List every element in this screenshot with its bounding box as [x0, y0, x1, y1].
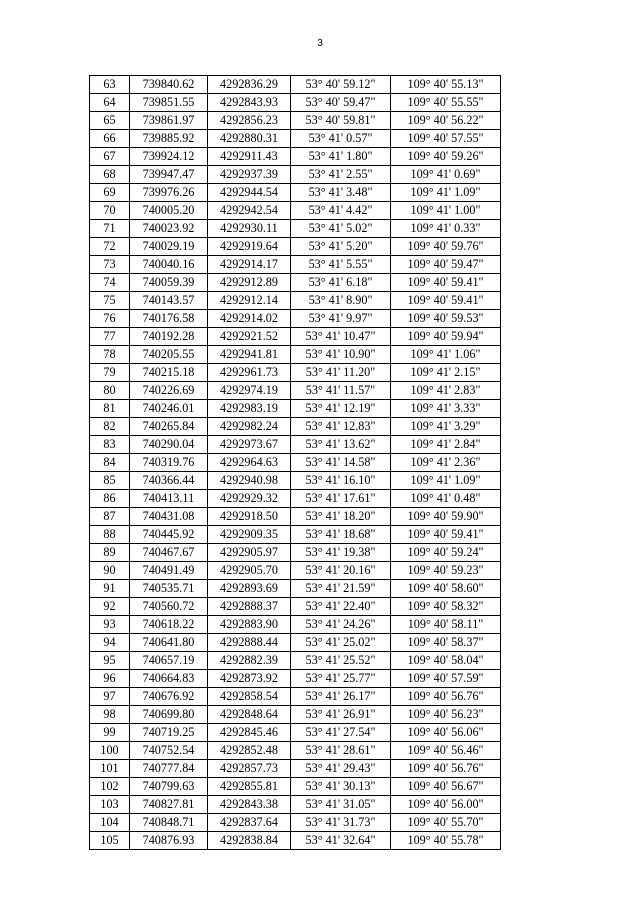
- point-number-cell: 65: [90, 112, 130, 130]
- table-row: [90, 310, 501, 328]
- point-number-cell: 63: [90, 76, 130, 94]
- longitude-cell: 109° 40' 59.41": [391, 292, 501, 310]
- northing-cell: 4292888.37: [208, 598, 291, 616]
- table-row: [90, 508, 501, 526]
- northing-cell: 4292974.19: [208, 382, 291, 400]
- table-row: [90, 346, 501, 364]
- table-row: [90, 274, 501, 292]
- point-number-cell: 87: [90, 508, 130, 526]
- longitude-cell: 109° 41' 0.69": [391, 166, 501, 184]
- latitude-cell: 53° 41' 18.20": [291, 508, 391, 526]
- longitude-cell: 109° 40' 56.23": [391, 706, 501, 724]
- table-row: [90, 598, 501, 616]
- point-number-cell: 98: [90, 706, 130, 724]
- latitude-cell: 53° 41' 12.83": [291, 418, 391, 436]
- table-row: [90, 382, 501, 400]
- northing-cell: 4292983.19: [208, 400, 291, 418]
- point-number-cell: 94: [90, 634, 130, 652]
- point-number-cell: 72: [90, 238, 130, 256]
- easting-cell: 740290.04: [130, 436, 208, 454]
- northing-cell: 4292855.81: [208, 778, 291, 796]
- latitude-cell: 53° 41' 3.48": [291, 184, 391, 202]
- longitude-cell: 109° 40' 56.76": [391, 688, 501, 706]
- point-number-cell: 81: [90, 400, 130, 418]
- easting-cell: 740777.84: [130, 760, 208, 778]
- longitude-cell: 109° 40' 55.55": [391, 94, 501, 112]
- latitude-cell: 53° 41' 0.57": [291, 130, 391, 148]
- table-row: [90, 832, 501, 850]
- latitude-cell: 53° 41' 21.59": [291, 580, 391, 598]
- northing-cell: 4292857.73: [208, 760, 291, 778]
- easting-cell: 739976.26: [130, 184, 208, 202]
- point-number-cell: 93: [90, 616, 130, 634]
- longitude-cell: 109° 41' 1.09": [391, 472, 501, 490]
- latitude-cell: 53° 41' 10.47": [291, 328, 391, 346]
- northing-cell: 4292909.35: [208, 526, 291, 544]
- point-number-cell: 77: [90, 328, 130, 346]
- latitude-cell: 53° 41' 5.20": [291, 238, 391, 256]
- table-row: [90, 526, 501, 544]
- table-row: [90, 724, 501, 742]
- latitude-cell: 53° 41' 27.54": [291, 724, 391, 742]
- latitude-cell: 53° 41' 5.02": [291, 220, 391, 238]
- table-row: [90, 688, 501, 706]
- point-number-cell: 80: [90, 382, 130, 400]
- point-number-cell: 102: [90, 778, 130, 796]
- point-number-cell: 89: [90, 544, 130, 562]
- easting-cell: 739885.92: [130, 130, 208, 148]
- table-row: [90, 472, 501, 490]
- point-number-cell: 69: [90, 184, 130, 202]
- point-number-cell: 67: [90, 148, 130, 166]
- easting-cell: 740699.80: [130, 706, 208, 724]
- latitude-cell: 53° 41' 28.61": [291, 742, 391, 760]
- point-number-cell: 95: [90, 652, 130, 670]
- northing-cell: 4292944.54: [208, 184, 291, 202]
- easting-cell: 740664.83: [130, 670, 208, 688]
- northing-cell: 4292914.02: [208, 310, 291, 328]
- easting-cell: 740799.63: [130, 778, 208, 796]
- northing-cell: 4292858.54: [208, 688, 291, 706]
- longitude-cell: 109° 40' 58.60": [391, 580, 501, 598]
- northing-cell: 4292964.63: [208, 454, 291, 472]
- longitude-cell: 109° 40' 59.76": [391, 238, 501, 256]
- point-number-cell: 105: [90, 832, 130, 850]
- easting-cell: 740029.19: [130, 238, 208, 256]
- table-row: [90, 400, 501, 418]
- longitude-cell: 109° 40' 59.47": [391, 256, 501, 274]
- northing-cell: 4292893.69: [208, 580, 291, 598]
- latitude-cell: 53° 41' 24.26": [291, 616, 391, 634]
- longitude-cell: 109° 40' 56.22": [391, 112, 501, 130]
- latitude-cell: 53° 41' 13.62": [291, 436, 391, 454]
- easting-cell: 740876.93: [130, 832, 208, 850]
- table-row: [90, 76, 501, 94]
- table-row: [90, 652, 501, 670]
- easting-cell: 740265.84: [130, 418, 208, 436]
- easting-cell: 740366.44: [130, 472, 208, 490]
- table-row: [90, 166, 501, 184]
- latitude-cell: 53° 41' 32.64": [291, 832, 391, 850]
- longitude-cell: 109° 40' 59.53": [391, 310, 501, 328]
- point-number-cell: 74: [90, 274, 130, 292]
- point-number-cell: 96: [90, 670, 130, 688]
- longitude-cell: 109° 40' 56.06": [391, 724, 501, 742]
- northing-cell: 4292837.64: [208, 814, 291, 832]
- northing-cell: 4292914.17: [208, 256, 291, 274]
- latitude-cell: 53° 41' 8.90": [291, 292, 391, 310]
- table-row: [90, 184, 501, 202]
- table-row: [90, 202, 501, 220]
- longitude-cell: 109° 40' 55.78": [391, 832, 501, 850]
- point-number-cell: 76: [90, 310, 130, 328]
- northing-cell: 4292918.50: [208, 508, 291, 526]
- table-row: [90, 148, 501, 166]
- longitude-cell: 109° 40' 59.90": [391, 508, 501, 526]
- northing-cell: 4292852.48: [208, 742, 291, 760]
- latitude-cell: 53° 41' 9.97": [291, 310, 391, 328]
- latitude-cell: 53° 41' 30.13": [291, 778, 391, 796]
- easting-cell: 739840.62: [130, 76, 208, 94]
- table-row: [90, 544, 501, 562]
- point-number-cell: 99: [90, 724, 130, 742]
- easting-cell: 740752.54: [130, 742, 208, 760]
- longitude-cell: 109° 41' 1.06": [391, 346, 501, 364]
- table-row: [90, 112, 501, 130]
- table-row: [90, 742, 501, 760]
- longitude-cell: 109° 41' 2.84": [391, 436, 501, 454]
- longitude-cell: 109° 40' 59.41": [391, 274, 501, 292]
- longitude-cell: 109° 40' 56.76": [391, 760, 501, 778]
- point-number-cell: 68: [90, 166, 130, 184]
- latitude-cell: 53° 41' 29.43": [291, 760, 391, 778]
- northing-cell: 4292940.98: [208, 472, 291, 490]
- table-row: [90, 562, 501, 580]
- northing-cell: 4292937.39: [208, 166, 291, 184]
- northing-cell: 4292838.84: [208, 832, 291, 850]
- latitude-cell: 53° 41' 14.58": [291, 454, 391, 472]
- northing-cell: 4292873.92: [208, 670, 291, 688]
- northing-cell: 4292912.14: [208, 292, 291, 310]
- easting-cell: 740205.55: [130, 346, 208, 364]
- easting-cell: 740535.71: [130, 580, 208, 598]
- table-row: [90, 490, 501, 508]
- northing-cell: 4292911.43: [208, 148, 291, 166]
- northing-cell: 4292912.89: [208, 274, 291, 292]
- longitude-cell: 109° 40' 57.55": [391, 130, 501, 148]
- northing-cell: 4292843.93: [208, 94, 291, 112]
- longitude-cell: 109° 41' 3.29": [391, 418, 501, 436]
- point-number-cell: 104: [90, 814, 130, 832]
- longitude-cell: 109° 40' 59.23": [391, 562, 501, 580]
- easting-cell: 740040.16: [130, 256, 208, 274]
- longitude-cell: 109° 40' 56.46": [391, 742, 501, 760]
- easting-cell: 740143.57: [130, 292, 208, 310]
- latitude-cell: 53° 41' 25.02": [291, 634, 391, 652]
- latitude-cell: 53° 41' 12.19": [291, 400, 391, 418]
- easting-cell: 740560.72: [130, 598, 208, 616]
- northing-cell: 4292982.24: [208, 418, 291, 436]
- latitude-cell: 53° 41' 17.61": [291, 490, 391, 508]
- latitude-cell: 53° 40' 59.12": [291, 76, 391, 94]
- point-number-cell: 91: [90, 580, 130, 598]
- longitude-cell: 109° 40' 58.37": [391, 634, 501, 652]
- table-row: [90, 94, 501, 112]
- northing-cell: 4292880.31: [208, 130, 291, 148]
- easting-cell: 739851.55: [130, 94, 208, 112]
- northing-cell: 4292905.70: [208, 562, 291, 580]
- point-number-cell: 64: [90, 94, 130, 112]
- northing-cell: 4292843.38: [208, 796, 291, 814]
- table-row: [90, 580, 501, 598]
- northing-cell: 4292930.11: [208, 220, 291, 238]
- easting-cell: 740023.92: [130, 220, 208, 238]
- latitude-cell: 53° 41' 22.40": [291, 598, 391, 616]
- table-row: [90, 760, 501, 778]
- longitude-cell: 109° 41' 3.33": [391, 400, 501, 418]
- point-number-cell: 100: [90, 742, 130, 760]
- table-row: [90, 616, 501, 634]
- northing-cell: 4292888.44: [208, 634, 291, 652]
- point-number-cell: 75: [90, 292, 130, 310]
- table-row: [90, 436, 501, 454]
- easting-cell: 739924.12: [130, 148, 208, 166]
- latitude-cell: 53° 41' 11.57": [291, 382, 391, 400]
- northing-cell: 4292848.64: [208, 706, 291, 724]
- longitude-cell: 109° 41' 2.36": [391, 454, 501, 472]
- easting-cell: 740676.92: [130, 688, 208, 706]
- longitude-cell: 109° 40' 55.70": [391, 814, 501, 832]
- table-row: [90, 634, 501, 652]
- easting-cell: 740215.18: [130, 364, 208, 382]
- easting-cell: 740176.58: [130, 310, 208, 328]
- point-number-cell: 82: [90, 418, 130, 436]
- coordinates-table: [89, 75, 501, 850]
- easting-cell: 740319.76: [130, 454, 208, 472]
- latitude-cell: 53° 41' 4.42": [291, 202, 391, 220]
- latitude-cell: 53° 41' 26.17": [291, 688, 391, 706]
- easting-cell: 740467.67: [130, 544, 208, 562]
- longitude-cell: 109° 40' 57.59": [391, 670, 501, 688]
- coordinates-table-body: [90, 76, 501, 850]
- easting-cell: 740719.25: [130, 724, 208, 742]
- point-number-cell: 71: [90, 220, 130, 238]
- latitude-cell: 53° 41' 31.05": [291, 796, 391, 814]
- northing-cell: 4292961.73: [208, 364, 291, 382]
- table-row: [90, 238, 501, 256]
- easting-cell: 740657.19: [130, 652, 208, 670]
- longitude-cell: 109° 40' 55.13": [391, 76, 501, 94]
- longitude-cell: 109° 41' 0.33": [391, 220, 501, 238]
- easting-cell: 740431.08: [130, 508, 208, 526]
- table-row: [90, 220, 501, 238]
- longitude-cell: 109° 40' 59.41": [391, 526, 501, 544]
- northing-cell: 4292845.46: [208, 724, 291, 742]
- page-number: 3: [317, 38, 323, 49]
- longitude-cell: 109° 40' 58.04": [391, 652, 501, 670]
- northing-cell: 4292882.39: [208, 652, 291, 670]
- longitude-cell: 109° 41' 0.48": [391, 490, 501, 508]
- table-row: [90, 670, 501, 688]
- northing-cell: 4292905.97: [208, 544, 291, 562]
- latitude-cell: 53° 40' 59.47": [291, 94, 391, 112]
- longitude-cell: 109° 40' 58.32": [391, 598, 501, 616]
- northing-cell: 4292929.32: [208, 490, 291, 508]
- latitude-cell: 53° 41' 1.80": [291, 148, 391, 166]
- point-number-cell: 92: [90, 598, 130, 616]
- latitude-cell: 53° 41' 25.77": [291, 670, 391, 688]
- longitude-cell: 109° 40' 56.00": [391, 796, 501, 814]
- table-row: [90, 292, 501, 310]
- latitude-cell: 53° 41' 5.55": [291, 256, 391, 274]
- easting-cell: 740848.71: [130, 814, 208, 832]
- longitude-cell: 109° 40' 59.94": [391, 328, 501, 346]
- table-row: [90, 814, 501, 832]
- longitude-cell: 109° 40' 59.26": [391, 148, 501, 166]
- northing-cell: 4292856.23: [208, 112, 291, 130]
- easting-cell: 740413.11: [130, 490, 208, 508]
- longitude-cell: 109° 40' 59.24": [391, 544, 501, 562]
- point-number-cell: 97: [90, 688, 130, 706]
- easting-cell: 740491.49: [130, 562, 208, 580]
- longitude-cell: 109° 41' 2.15": [391, 364, 501, 382]
- northing-cell: 4292941.81: [208, 346, 291, 364]
- point-number-cell: 101: [90, 760, 130, 778]
- table-row: [90, 364, 501, 382]
- easting-cell: 740827.81: [130, 796, 208, 814]
- latitude-cell: 53° 41' 19.38": [291, 544, 391, 562]
- point-number-cell: 83: [90, 436, 130, 454]
- easting-cell: 740005.20: [130, 202, 208, 220]
- easting-cell: 740445.92: [130, 526, 208, 544]
- easting-cell: 740226.69: [130, 382, 208, 400]
- latitude-cell: 53° 41' 25.52": [291, 652, 391, 670]
- table-row: [90, 256, 501, 274]
- latitude-cell: 53° 41' 16.10": [291, 472, 391, 490]
- northing-cell: 4292919.64: [208, 238, 291, 256]
- latitude-cell: 53° 41' 6.18": [291, 274, 391, 292]
- easting-cell: 739947.47: [130, 166, 208, 184]
- latitude-cell: 53° 41' 20.16": [291, 562, 391, 580]
- latitude-cell: 53° 41' 18.68": [291, 526, 391, 544]
- table-row: [90, 454, 501, 472]
- point-number-cell: 86: [90, 490, 130, 508]
- point-number-cell: 85: [90, 472, 130, 490]
- point-number-cell: 66: [90, 130, 130, 148]
- easting-cell: 740641.80: [130, 634, 208, 652]
- table-row: [90, 706, 501, 724]
- table-row: [90, 796, 501, 814]
- table-row: [90, 778, 501, 796]
- longitude-cell: 109° 40' 56.67": [391, 778, 501, 796]
- point-number-cell: 90: [90, 562, 130, 580]
- easting-cell: 740059.39: [130, 274, 208, 292]
- table-row: [90, 130, 501, 148]
- longitude-cell: 109° 41' 2.83": [391, 382, 501, 400]
- point-number-cell: 79: [90, 364, 130, 382]
- northing-cell: 4292921.52: [208, 328, 291, 346]
- point-number-cell: 103: [90, 796, 130, 814]
- easting-cell: 740246.01: [130, 400, 208, 418]
- latitude-cell: 53° 41' 31.73": [291, 814, 391, 832]
- easting-cell: 739861.97: [130, 112, 208, 130]
- northing-cell: 4292973.67: [208, 436, 291, 454]
- latitude-cell: 53° 41' 26.91": [291, 706, 391, 724]
- easting-cell: 740618.22: [130, 616, 208, 634]
- easting-cell: 740192.28: [130, 328, 208, 346]
- table-row: [90, 328, 501, 346]
- longitude-cell: 109° 41' 1.00": [391, 202, 501, 220]
- northing-cell: 4292836.29: [208, 76, 291, 94]
- table-row: [90, 418, 501, 436]
- longitude-cell: 109° 40' 58.11": [391, 616, 501, 634]
- point-number-cell: 84: [90, 454, 130, 472]
- point-number-cell: 78: [90, 346, 130, 364]
- point-number-cell: 73: [90, 256, 130, 274]
- northing-cell: 4292883.90: [208, 616, 291, 634]
- latitude-cell: 53° 40' 59.81": [291, 112, 391, 130]
- latitude-cell: 53° 41' 11.20": [291, 364, 391, 382]
- point-number-cell: 88: [90, 526, 130, 544]
- northing-cell: 4292942.54: [208, 202, 291, 220]
- latitude-cell: 53° 41' 10.90": [291, 346, 391, 364]
- longitude-cell: 109° 41' 1.09": [391, 184, 501, 202]
- latitude-cell: 53° 41' 2.55": [291, 166, 391, 184]
- point-number-cell: 70: [90, 202, 130, 220]
